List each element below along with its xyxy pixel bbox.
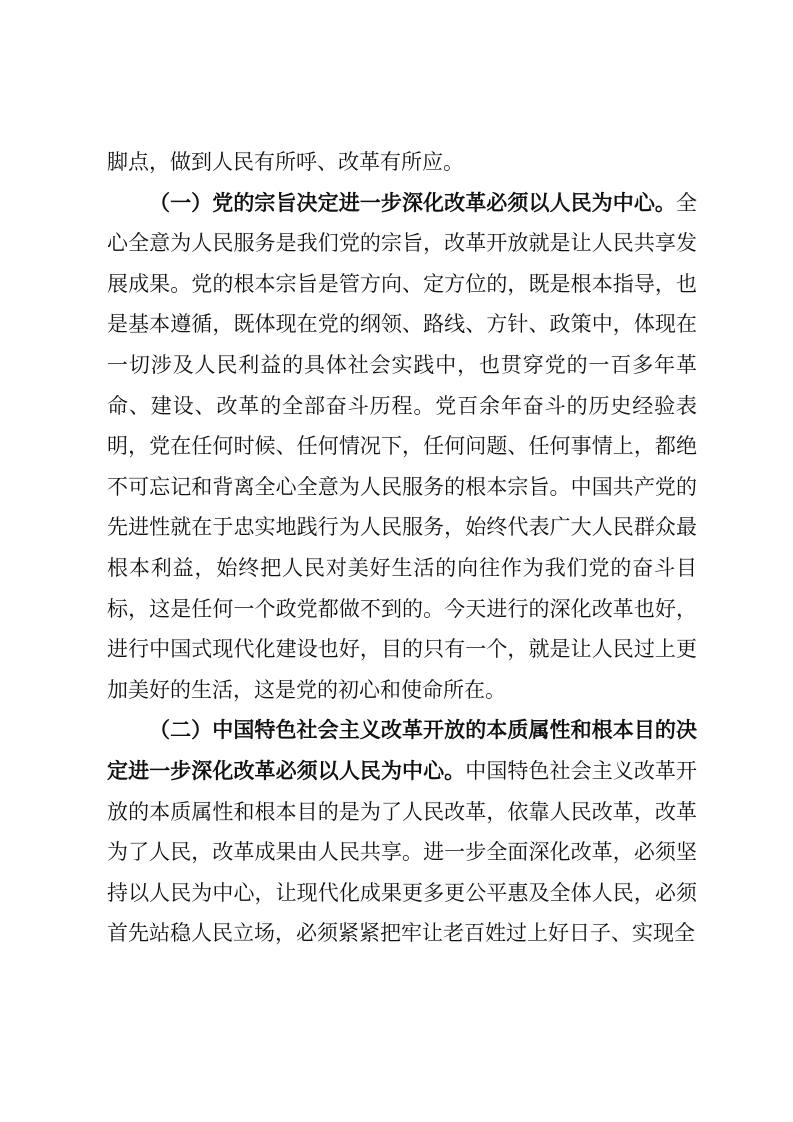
paragraph-continuation — [107, 142, 697, 183]
paragraph-body: 全心全意为人民服务是我们党的宗旨，改革开放就是让人民共享发展成果。党的根本宗旨是管方向、定方位的，既是根本指导，也是基本遵循，既体现在党的纲领、路线、方针、政策中，体现在一切涉及人民利益的具体社会实践中，也贯穿党的一百多年革命、建设、改革的全部奋斗历程。党百余年奋斗的历史经验表明，党在任何时候、任何情况下，任何问题、任何事情上，都绝不可忘记和背离全心全意为人民服务的根本宗旨。中国共产党的先进性就在于忠实地践行为人民服务，始终代表广大人民群众最根本利益，始终把人民对美好生活的向往作为我们党的奋斗目标，这是任何一个政党都做不到的。今天进行的深化改革也好，进行中国式现代化建设也好，目的只有一个，就是让人民过上更加美好的生活，这是党的初心和使命所在。 — [107, 190, 697, 702]
paragraph-section-one — [107, 183, 697, 711]
body-text — [107, 142, 697, 954]
paragraph-body: 脚点，做到人民有所呼、改革有所应。 — [107, 150, 464, 174]
paragraph-section-two — [107, 710, 697, 954]
paragraph-body: 中国特色社会主义改革开放的本质属性和根本目的是为了人民改革，依靠人民改革，改革为了人民，改革成果由人民共享。进一步全面深化改革，必须坚持以人民为中心，让现代化成果更多更公平惠及全体人民，必须首先站稳人民立场，必须紧紧把牢让老百姓过上好日子、实现全 — [107, 758, 698, 946]
section-heading-two: （二）中国特色社会主义改革开放的本质属性和根本目的决定进一步深化改革必须以人民为中心。 — [107, 717, 697, 783]
section-heading-one: （一）党的宗旨决定进一步深化改革必须以人民为中心。 — [149, 189, 676, 215]
